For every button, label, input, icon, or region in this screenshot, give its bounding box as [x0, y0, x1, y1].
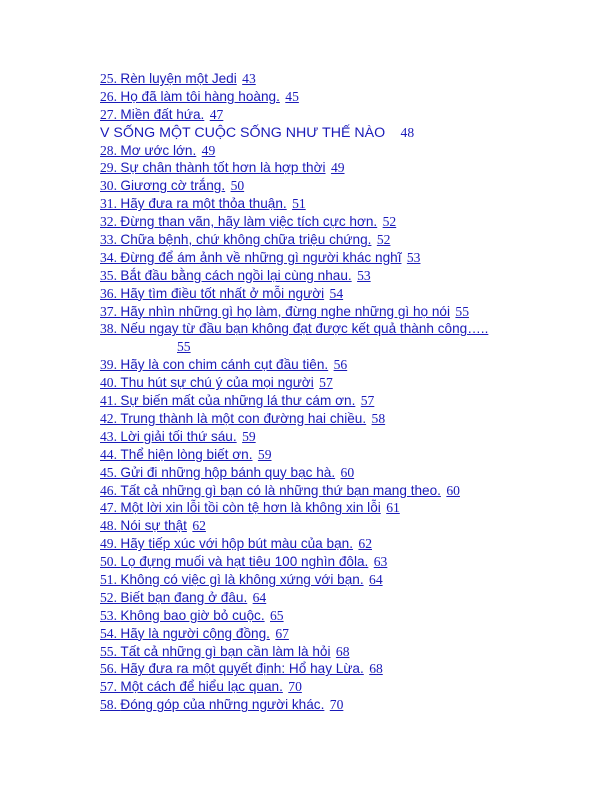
toc-entry-number: 51.: [100, 571, 121, 587]
toc-entry-link[interactable]: [100, 428, 612, 446]
toc-entry-page: 49: [330, 160, 345, 176]
toc-entry-title: Sự chân thành tốt hơn là hợp thời: [120, 160, 326, 176]
toc-entry-link[interactable]: [100, 446, 612, 464]
toc-entry-link[interactable]: [100, 70, 612, 88]
toc-entry-page: 52: [382, 214, 397, 230]
toc-entry-link[interactable]: [100, 249, 612, 267]
toc-entry-page: 55: [177, 339, 191, 355]
toc-entry-page: 65: [270, 607, 284, 623]
toc-entry-link[interactable]: [100, 517, 612, 535]
toc-entry-number: 48.: [100, 518, 121, 534]
toc-entry-link[interactable]: [100, 88, 612, 106]
toc-entry-number: 28.: [100, 142, 121, 158]
toc-entry-link[interactable]: [100, 392, 612, 410]
toc-entry-number: 34.: [100, 249, 121, 265]
toc-entry-link[interactable]: [100, 177, 612, 195]
toc-entry-link[interactable]: [100, 356, 612, 374]
toc-entry-title: V SỐNG MỘT CUỘC SỐNG NHƯ THẾ NÀO: [100, 124, 386, 141]
toc-entry-page: 50: [230, 178, 245, 194]
toc-entry-link[interactable]: [100, 464, 612, 482]
toc-entry-link[interactable]: [100, 195, 612, 213]
toc-entry-page: 63: [373, 554, 388, 570]
toc-entry-page: 61: [386, 500, 400, 516]
toc-entry-number: 44.: [100, 446, 121, 462]
toc-entry-title: Rèn luyện một Jedi: [120, 71, 237, 86]
toc-entry-link[interactable]: [100, 320, 612, 356]
toc-entry-page: 60: [340, 464, 355, 480]
toc-entry-page: 70: [288, 679, 302, 695]
toc-entry-title: Hãy là con chim cánh cụt đầu tiên.: [120, 357, 329, 373]
toc-entry-page: 53: [406, 249, 421, 265]
toc-entry-title: Đừng than vãn, hãy làm việc tích cực hơn.: [120, 214, 378, 230]
toc-entry-page: 64: [369, 571, 383, 587]
toc-entry-title: Thu hút sự chú ý của mọi người: [120, 375, 314, 391]
toc-entry-link[interactable]: [100, 553, 612, 571]
toc-entry-page: 70: [329, 697, 344, 713]
toc-entry-link[interactable]: [100, 231, 612, 249]
toc-entry-link[interactable]: [100, 410, 612, 428]
toc-entry-page: 62: [192, 518, 206, 534]
toc-entry-title: Giương cờ trắng.: [120, 178, 226, 194]
toc-entry-title: Không bao giờ bỏ cuộc.: [120, 607, 265, 623]
toc-entry-title: Một cách để hiểu lạc quan.: [120, 679, 283, 695]
toc-entry-link[interactable]: [100, 374, 612, 392]
toc-entry-link[interactable]: [100, 267, 612, 285]
toc-entry-number: 27.: [100, 106, 121, 122]
toc-entry-title: Biết bạn đang ở đâu.: [120, 589, 248, 605]
toc-entry-link[interactable]: [100, 625, 612, 643]
toc-entry-link[interactable]: [100, 660, 612, 678]
toc-entry-number: 42.: [100, 410, 121, 426]
toc-entry-number: 43.: [100, 428, 121, 444]
toc-entry-number: 50.: [100, 554, 121, 570]
toc-entry-number: 35.: [100, 267, 121, 283]
toc-entry-number: 37.: [100, 303, 121, 319]
toc-entry-page: 67: [275, 625, 289, 641]
toc-entry-number: 47.: [100, 500, 121, 516]
toc-entry-title: Bắt đầu bằng cách ngồi lại cùng nhau.: [120, 267, 352, 283]
toc-entry-title: Nếu ngay từ đầu bạn không đạt được kết quả thành công…..: [120, 321, 489, 337]
toc-entry-title: Hãy đưa ra một thỏa thuận.: [120, 196, 287, 212]
toc-entry-title: Họ đã làm tôi hàng hoàng.: [120, 88, 280, 104]
toc-entry-number: 53.: [100, 607, 121, 623]
toc-entry-title: Trung thành là một con đường hai chiều.: [120, 410, 367, 426]
toc-entry-number: 39.: [100, 357, 121, 373]
toc-entry-number: 33.: [100, 232, 121, 248]
toc-entry-link[interactable]: [100, 106, 612, 124]
toc-entry-page: 51: [292, 196, 306, 212]
toc-entry-title: Chữa bệnh, chứ không chữa triệu chứng.: [120, 232, 372, 248]
toc-entry-title: Tất cả những gì bạn cần làm là hỏi: [120, 643, 331, 659]
toc-entry-title: Một lời xin lỗi tồi còn tệ hơn là không xin lỗi: [120, 500, 381, 516]
toc-entry-title: Hãy nhìn những gì họ làm, đừng nghe những gì họ nói: [120, 303, 451, 319]
toc-entry-number: 45.: [100, 464, 121, 480]
toc-entry-number: 32.: [100, 214, 121, 230]
toc-entry-number: 41.: [100, 393, 121, 409]
toc-entry-number: 55.: [100, 643, 121, 659]
toc-entry-link[interactable]: [100, 643, 612, 661]
toc-entry-page: 43: [242, 71, 256, 86]
toc-entry-link[interactable]: [100, 589, 612, 607]
toc-entry-title: Gửi đi những hộp bánh quy bạc hà.: [120, 464, 336, 480]
toc-entry-page: 56: [333, 357, 348, 373]
toc-entry-title: Tất cả những gì bạn có là những thứ bạn mang theo.: [120, 482, 441, 498]
toc-entry-title: Đừng để ám ảnh về những gì người khác nghĩ: [120, 249, 402, 265]
toc-entry-page: 47: [209, 106, 224, 122]
toc-entry-page: 57: [319, 375, 333, 391]
toc-entry-link[interactable]: [100, 571, 612, 589]
toc-entry-link[interactable]: [100, 142, 612, 160]
toc-entry-number: 58.: [100, 697, 121, 713]
toc-entry-title: Hãy tiếp xúc với hộp bút màu của bạn.: [120, 536, 353, 552]
toc-entry-title: Hãy tìm điều tốt nhất ở mỗi người: [120, 285, 325, 301]
toc-entry-number: 25.: [100, 71, 121, 86]
toc-entry-number: 36.: [100, 285, 121, 301]
toc-entry-title: Không có việc gì là không xứng với bạn.: [120, 571, 364, 587]
toc-entry-link[interactable]: [100, 499, 612, 517]
toc-entry-number: 40.: [100, 375, 121, 391]
toc-entry-link[interactable]: [100, 482, 612, 500]
toc-entry-page: 53: [357, 267, 371, 283]
toc-section-heading[interactable]: [100, 124, 612, 142]
toc-entry-title: Lọ đựng muối và hạt tiêu 100 nghìn đôla.: [120, 554, 369, 570]
toc-entry-page: 55: [455, 303, 470, 319]
toc-entry-link[interactable]: [100, 696, 612, 714]
toc-entry-page: 59: [242, 428, 256, 444]
toc-entry-page: 54: [329, 285, 344, 301]
toc-entry-page: 60: [446, 482, 460, 498]
toc-entry-number: 56.: [100, 661, 121, 677]
toc-entry-number: 31.: [100, 196, 121, 212]
toc-entry-number: 46.: [100, 482, 121, 498]
toc-entry-title: Nói sự thật: [120, 518, 187, 534]
toc-entry-link[interactable]: [100, 535, 612, 553]
toc-entry-title: Miền đất hứa.: [120, 106, 205, 122]
toc-entry-page: 52: [376, 232, 391, 248]
toc-entry-number: 52.: [100, 589, 121, 605]
toc-entry-page: 58: [371, 410, 386, 426]
toc-entry-number: 38.: [100, 321, 121, 337]
toc-entry-link[interactable]: [100, 285, 612, 303]
toc-entry-page: 68: [335, 643, 350, 659]
toc-entry-page: 68: [369, 661, 383, 677]
table-of-contents: [0, 70, 612, 714]
toc-entry-link[interactable]: [100, 213, 612, 231]
toc-entry-link[interactable]: [100, 159, 612, 177]
toc-entry-number: 54.: [100, 625, 121, 641]
toc-entry-title: Hãy là người cộng đồng.: [120, 625, 270, 641]
toc-entry-title: Mơ ước lớn.: [120, 142, 197, 158]
toc-entry-title: Hãy đưa ra một quyết định: Hổ hay Lừa.: [120, 661, 364, 677]
toc-entry-link[interactable]: [100, 607, 612, 625]
toc-entry-number: 29.: [100, 160, 121, 176]
toc-entry-title: Đóng góp của những người khác.: [120, 697, 325, 713]
toc-entry-link[interactable]: [100, 303, 612, 321]
toc-entry-page: 59: [257, 446, 272, 462]
toc-entry-title: Lời giải tối thứ sáu.: [120, 428, 237, 444]
toc-entry-title: Thể hiện lòng biết ơn.: [120, 446, 253, 462]
toc-entry-number: 30.: [100, 178, 121, 194]
toc-entry-link[interactable]: [100, 678, 612, 696]
toc-entry-page: 62: [358, 536, 372, 552]
toc-entry-number: 57.: [100, 679, 121, 695]
toc-entry-page: 57: [360, 393, 375, 409]
toc-entry-number: 26.: [100, 88, 121, 104]
toc-entry-number: 49.: [100, 536, 121, 552]
toc-entry-page: 45: [285, 88, 299, 104]
toc-entry-page: 49: [201, 142, 216, 158]
toc-entry-page: 48: [400, 124, 415, 140]
toc-entry-title: Sự biến mất của những lá thư cám ơn.: [120, 393, 356, 409]
toc-entry-page: 64: [252, 589, 267, 605]
